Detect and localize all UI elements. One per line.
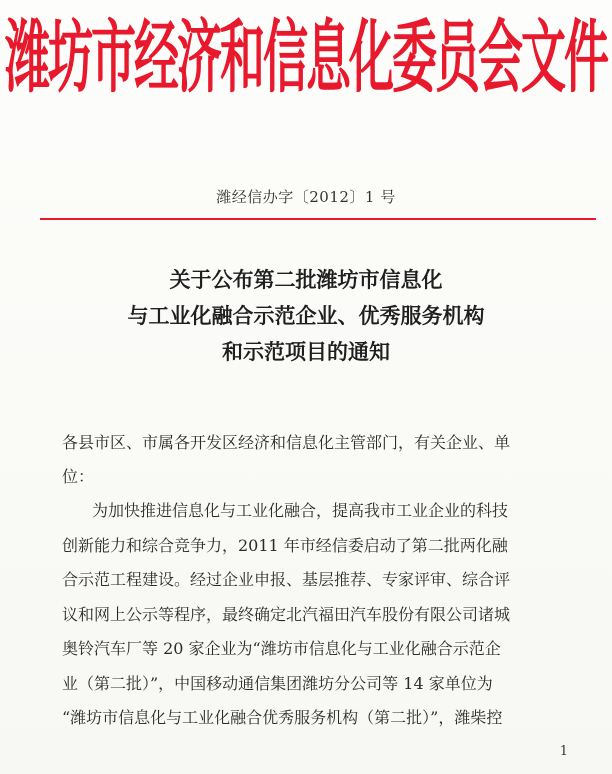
notice-title [0,262,612,370]
body-line-2: 创新能力和综合竞争力，2011 年市经信委启动了第二批两化融 [62,535,508,555]
body-line-6: 业（第二批）”，中国移动通信集团潍坊分公司等 14 家单位为 [62,673,493,693]
notice-title-line-3: 和示范项目的通知 [222,340,390,364]
notice-title-line-1: 关于公布第二批潍坊市信息化 [169,268,443,292]
body-line-7: “潍坊市信息化与工业化融合优秀服务机构（第二批）”，潍柴控 [62,708,503,727]
notice-title-line-2: 与工业化融合示范企业、优秀服务机构 [127,304,485,328]
body-line-3: 合示范工程建设。经过企业申报、基层推荐、专家评审、综合评 [62,570,511,589]
addressee-line-2: 位： [62,467,95,486]
page-number: 1 [559,744,568,759]
addressee-line-1: 各县市区、市属各开发区经济和信息化主管部门，有关企业、单 [62,433,511,452]
red-divider-line [40,218,596,220]
body-line-5: 奥铃汽车厂等 20 家企业为“潍坊市信息化与工业化融合示范企 [62,639,501,658]
body-line-1: 为加快推进信息化与工业化融合，提高我市工业企业的科技 [92,501,509,520]
addressee [62,426,592,494]
body-line-4: 议和网上公示等程序，最终确定北汽福田汽车股份有限公司诸城 [62,604,511,624]
document-header-title: 潍坊市经济和信息化委员会文件 [4,11,607,104]
body-paragraph [62,494,592,736]
document-number: 潍经信办字〔2012〕1 号 [216,188,396,206]
